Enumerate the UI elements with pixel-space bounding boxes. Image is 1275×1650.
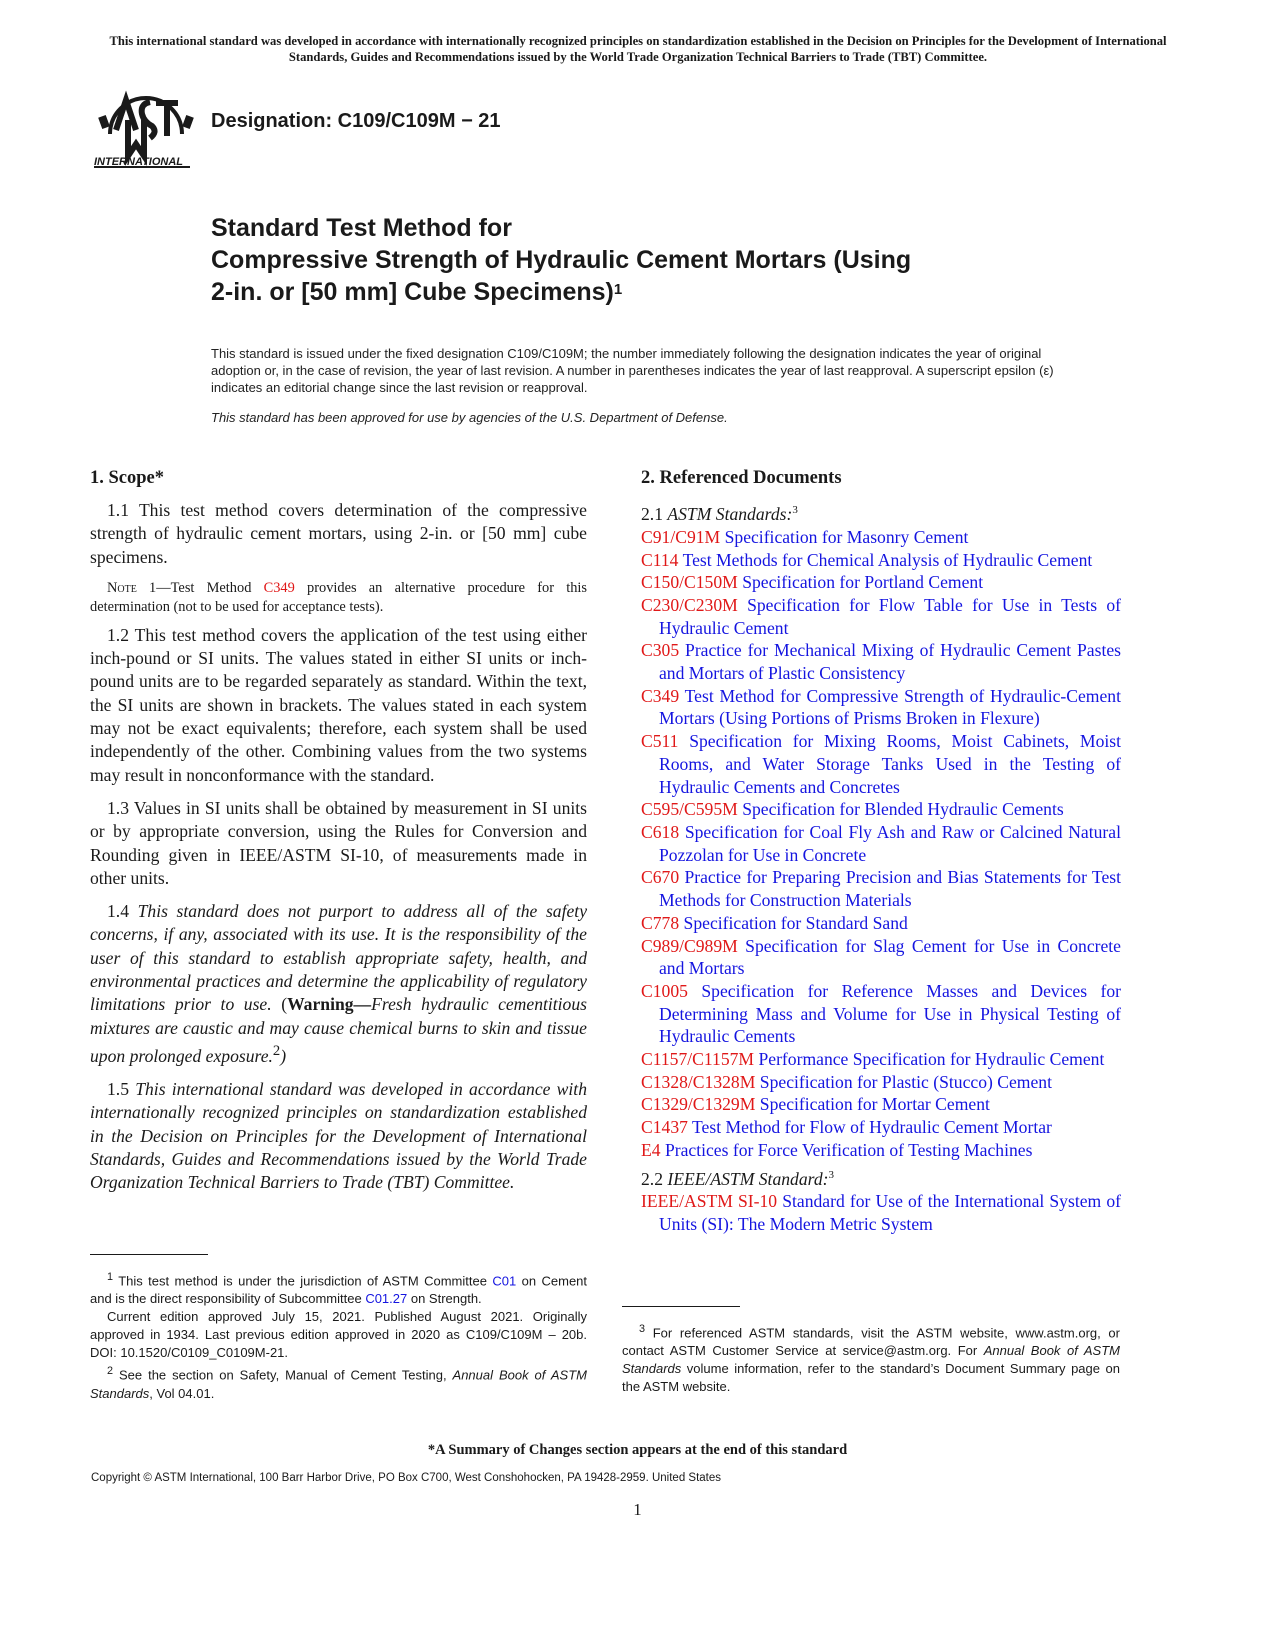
reference-item[interactable] (641, 1139, 1121, 1162)
reference-item[interactable] (641, 798, 1121, 821)
reference-code-link[interactable]: C349 (641, 685, 680, 706)
reference-code-link[interactable]: C305 (641, 640, 680, 661)
footnotes-left (90, 1268, 587, 1403)
reference-item[interactable] (641, 639, 1121, 684)
document-title (211, 212, 1091, 308)
reference-title-link[interactable]: Specification for Flow Table for Use in Tests of Hydraulic Cement (659, 594, 1121, 638)
reference-item[interactable] (641, 685, 1121, 730)
reference-code-link[interactable]: E4 (641, 1139, 661, 1160)
reference-code-link[interactable]: C595/C595M (641, 799, 738, 820)
reference-item[interactable] (641, 1093, 1121, 1116)
logo-text: INTERNATIONAL (94, 156, 184, 168)
reference-title-link[interactable]: Specification for Standard Sand (683, 912, 908, 933)
title-line-3: 2-in. or [50 mm] Cube Specimens)$^1$ (211, 278, 623, 306)
footnote-2-mark: 2 (272, 1042, 281, 1059)
reference-item[interactable] (641, 821, 1121, 866)
reference-code-link[interactable]: C989/C989M (641, 935, 738, 956)
reference-title-link[interactable]: Specification for Plastic (Stucco) Cement (759, 1071, 1052, 1092)
reference-title-link[interactable]: Practice for Mechanical Mixing of Hydraulic Cement Pastes and Mortars of Plastic Consistency (659, 640, 1121, 684)
reference-title-link[interactable]: Specification for Portland Cement (742, 572, 984, 593)
note-1: Note 1—Test Method C349 provides an alternative procedure for this determination (not to be used for acceptance tests). (90, 579, 588, 615)
reference-code-link[interactable]: C618 (641, 822, 680, 842)
reference-item[interactable] (641, 1071, 1121, 1094)
reference-item[interactable] (641, 866, 1121, 911)
reference-title-link[interactable]: Specification for Reference Masses and Devices for Determining Mass and Volume for Use in Physical Testing of Hydraulic Cements (659, 980, 1121, 1047)
reference-title-link[interactable]: Test Method for Flow of Hydraulic Cement Mortar (692, 1117, 1052, 1138)
reference-item[interactable] (641, 594, 1121, 639)
reference-title-link[interactable]: Performance Specification for Hydraulic Cement (758, 1049, 1105, 1070)
reference-title-link[interactable]: Specification for Masonry Cement (724, 526, 969, 547)
title-footnote-mark: 1 (613, 281, 623, 298)
reference-code-link[interactable]: C1437 (641, 1117, 688, 1138)
reference-code-link[interactable]: C1328/C1328M (641, 1071, 756, 1092)
para-1-4: 1.4 This standard does not purport to address all of the safety concerns, if any, associated with its use. It is the responsibility of the user of this standard to establish appropriate safety, health, and environmental practices and determine the applicability of regulatory limitations prior to use. (Warning—Fresh hydraulic cementitious mixtures are caustic and may cause chemical burns to skin and tissue upon prolonged exposure.$^2$) (90, 901, 588, 1066)
footnote-divider-left (90, 1254, 208, 1255)
references-heading: 2. Referenced Documents (641, 468, 842, 488)
reference-item[interactable] (641, 1190, 1121, 1235)
title-line-1: Standard Test Method for (211, 214, 512, 242)
reference-title-link[interactable]: Test Methods for Chemical Analysis of Hydraulic Cement (682, 549, 1093, 570)
para-1-1: 1.1 This test method covers determination of the compressive strength of hydraulic cement mortars, using 2-in. or [50 mm] cube specimens. (90, 500, 587, 567)
para-1-5: 1.5 This international standard was developed in accordance with internationally recognized principles on standardization established in the Decision on Principles for the Development of International Standards, Guides and Recommendations issued by the World Trade Organization Technical Barriers to Trade (TBT) Committee. (90, 1079, 587, 1193)
ieee-reference-list (641, 1190, 1121, 1235)
dod-approval-note: This standard has been approved for use by agencies of the U.S. Department of Defense. (211, 410, 728, 425)
reference-title-link[interactable]: Specification for Mortar Cement (759, 1094, 990, 1115)
reference-code-link[interactable]: C778 (641, 912, 680, 933)
astm-standards-subheading: 2.1 ASTM Standards:$^3$ (641, 503, 798, 524)
footnotes-right (622, 1320, 1120, 1396)
reference-item[interactable] (641, 571, 1121, 594)
reference-title-link[interactable]: Specification for Coal Fly Ash and Raw or Calcined Natural Pozzolan for Use in Concrete (659, 822, 1121, 865)
reference-code-link[interactable]: C230/C230M (641, 594, 738, 615)
reference-item[interactable] (641, 1116, 1121, 1139)
reference-item[interactable] (641, 980, 1121, 1048)
reference-title-link[interactable]: Specification for Mixing Rooms, Moist Cabinets, Moist Rooms, and Water Storage Tanks Used in the Testing of Hydraulic Cements and Concretes (659, 731, 1121, 797)
footnote-2: $^2$ See the section on Safety, Manual of Cement Testing, Annual Book of ASTM Standards, Vol 04.01. (90, 1365, 587, 1401)
page-number: 1 (633, 1500, 642, 1519)
reference-code-link[interactable]: C150/C150M (641, 572, 738, 593)
committee-c01-link[interactable]: C01 (492, 1273, 517, 1289)
reference-code-link[interactable]: C511 (641, 731, 679, 752)
reference-code-link[interactable]: IEEE/ASTM SI-10 (641, 1191, 778, 1212)
reference-title-link[interactable]: Specification for Slag Cement for Use in Concrete and Mortars (659, 935, 1121, 979)
reference-item[interactable] (641, 730, 1121, 798)
title-line-2: Compressive Strength of Hydraulic Cement Mortars (Using (211, 246, 912, 274)
footnote-1-edition: Current edition approved July 15, 2021. Published August 2021. Originally approved in 1934. Last previous edition approved in 2020 as C109/C109M – 20b. DOI: 10.1520/C0109_C0109M-21. (90, 1309, 587, 1361)
reference-code-link[interactable]: C1005 (641, 980, 688, 1001)
ieee-standard-subheading: 2.2 IEEE/ASTM Standard:$^3$ (641, 1168, 834, 1189)
reference-title-link[interactable]: Practice for Preparing Precision and Bias Statements for Test Methods for Construction Materials (659, 867, 1121, 911)
astm-logo (92, 86, 200, 182)
astm-reference-list (641, 526, 1121, 1162)
footnote-divider-right (622, 1306, 740, 1307)
c349-link[interactable]: C349 (263, 579, 295, 596)
reference-item[interactable] (641, 549, 1121, 572)
copyright: Copyright © ASTM International, 100 Barr Harbor Drive, PO Box C700, West Conshohocken, PA 19428-2959. United States (91, 1472, 722, 1484)
reference-code-link[interactable]: C91/C91M (641, 526, 721, 547)
reference-title-link[interactable]: Test Method for Compressive Strength of Hydraulic-Cement Mortars (Using Portions of Prisms Broken in Flexure) (659, 685, 1121, 729)
footnote-1: $^1$ This test method is under the jurisdiction of ASTM Committee C01 on Cement and is the direct responsibility of Subcommittee C01.27 on Strength. (90, 1271, 588, 1307)
para-1-3: 1.3 Values in SI units shall be obtained by measurement in SI units or by appropriate conversion, using the Rules for Conversion and Rounding given in IEEE/ASTM SI-10, of measurements made in other units. (90, 797, 587, 888)
reference-code-link[interactable]: C114 (641, 549, 679, 570)
scope-section (90, 468, 587, 1205)
reference-item[interactable] (641, 1048, 1121, 1071)
reference-item[interactable] (641, 912, 1121, 935)
reference-code-link[interactable]: C670 (641, 867, 680, 888)
issue-note: This standard is issued under the fixed designation C109/C109M; the number immediately following the designation indicates the year of original adoption or, in the case of revision, the year of last revision. A number in parentheses indicates the year of last reapproval. A superscript epsilon (ε) indicates an editorial change since the last revision or reapproval. (211, 346, 1054, 395)
reference-title-link[interactable]: Specification for Blended Hydraulic Cements (742, 799, 1064, 820)
scope-heading: 1. Scope* (90, 468, 164, 488)
tbt-notice: This international standard was developed in accordance with internationally recognized principles on standardization established in the Decision on Principles for the Development of International Standards, Guides and Recommendations issued by the World Trade Organization Technical Barriers to Trade (TBT) Committee. (109, 34, 1167, 64)
referenced-documents-section (641, 468, 1121, 1236)
summary-of-changes-note: *A Summary of Changes section appears at the end of this standard (427, 1442, 848, 1458)
para-1-2: 1.2 This test method covers the application of the test using either inch-pound or SI units. The values stated in either SI units or inch-pound units are to be regarded separately as standard. Within the text, the SI units are shown in brackets. The values stated in each system may not be exact equivalents; therefore, each system shall be used independently of the other. Combining values from the two systems may result in nonconformance with the standard. (90, 624, 587, 785)
reference-item[interactable] (641, 935, 1121, 980)
reference-item[interactable] (641, 526, 1121, 549)
reference-code-link[interactable]: C1157/C1157M (641, 1049, 755, 1070)
reference-title-link[interactable]: Practices for Force Verification of Testing Machines (664, 1139, 1033, 1160)
subcommittee-c01-27-link[interactable]: C01.27 (365, 1291, 408, 1307)
reference-code-link[interactable]: C1329/C1329M (641, 1094, 756, 1115)
designation: Designation: C109/C109M − 21 (211, 110, 501, 132)
reference-title-link[interactable]: Standard for Use of the International System of Units (SI): The Modern Metric System (659, 1191, 1121, 1235)
footnote-3: $^3$ For referenced ASTM standards, visit the ASTM website, www.astm.org, or contact ASTM Customer Service at service@astm.org. For Annual Book of ASTM Standards volume information, refer to the standard’s Document Summary page on the ASTM website. (622, 1323, 1120, 1395)
